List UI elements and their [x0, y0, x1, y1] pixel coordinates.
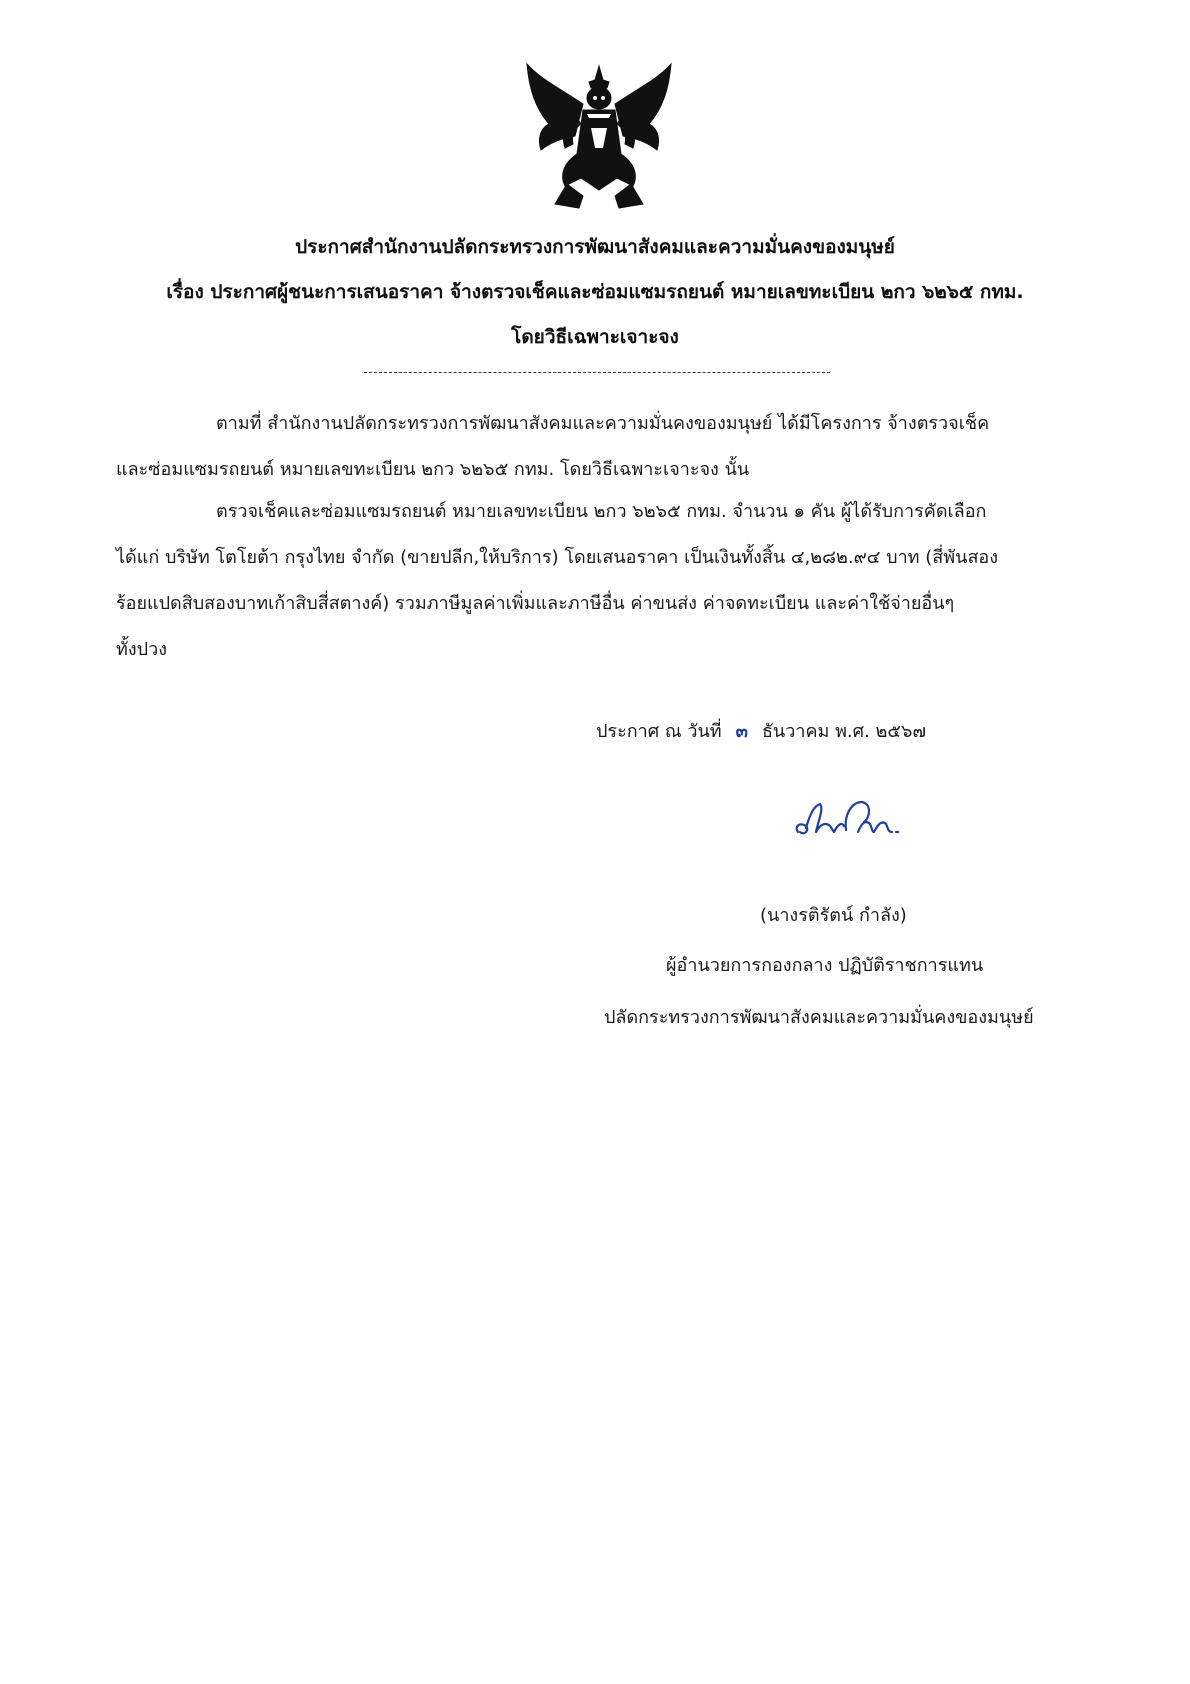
announcement-subject: เรื่อง ประกาศผู้ชนะการเสนอราคา จ้างตรวจเช็คและซ่อมแซมรถยนต์ หมายเลขทะเบียน ๒กว ๖๒๖๕ กทม.: [166, 281, 1024, 303]
date-prefix: ประกาศ ณ วันที่: [596, 721, 722, 742]
signatory-office: ปลัดกระทรวงการพัฒนาสังคมและความมั่นคงของมนุษย์: [604, 1007, 1034, 1028]
signature-icon: [790, 788, 910, 848]
garuda-emblem-icon: [519, 58, 679, 218]
signatory-name: (นางรติรัตน์ กำลัง): [760, 905, 907, 926]
paragraph-line: ตามที่ สำนักงานปลัดกระทรวงการพัฒนาสังคมและความมั่นคงของมนุษย์ ได้มีโครงการ จ้างตรวจเช็ค: [216, 413, 990, 434]
date-month-year: ธันวาคม พ.ศ. ๒๕๖๗: [761, 721, 926, 742]
paragraph-line: ร้อยแปดสิบสองบาทเก้าสิบสี่สตางค์) รวมภาษีมูลค่าเพิ่มและภาษีอื่น ค่าขนส่ง ค่าจดทะเบียน และค่าใช้จ่ายอื่นๆ: [116, 593, 955, 614]
announcement-title: ประกาศสำนักงานปลัดกระทรวงการพัฒนาสังคมและความมั่นคงของมนุษย์: [295, 236, 895, 258]
paragraph-line: และซ่อมแซมรถยนต์ หมายเลขทะเบียน ๒กว ๖๒๖๕ กทม. โดยวิธีเฉพาะเจาะจง นั้น: [116, 459, 750, 480]
paragraph-line: ได้แก่ บริษัท โตโยต้า กรุงไทย จำกัด (ขายปลีก,ให้บริการ) โดยเสนอราคา เป็นเงินทั้งสิ้น ๔,๒๘๒.๙๔ บาท (สี่พันสอง: [116, 547, 999, 568]
paragraph-line: ตรวจเช็คและซ่อมแซมรถยนต์ หมายเลขทะเบียน ๒กว ๖๒๖๕ กทม. จำนวน ๑ คัน ผู้ได้รับการคัดเลือก: [216, 501, 987, 522]
announcement-date: [596, 716, 926, 745]
signatory-position: ผู้อำนวยการกองกลาง ปฏิบัติราชการแทน: [666, 955, 984, 976]
date-day: ๓: [735, 721, 748, 742]
paragraph-line: ทั้งปวง: [116, 639, 167, 660]
title-divider: [364, 372, 830, 373]
procurement-method: โดยวิธีเฉพาะเจาะจง: [511, 326, 679, 348]
